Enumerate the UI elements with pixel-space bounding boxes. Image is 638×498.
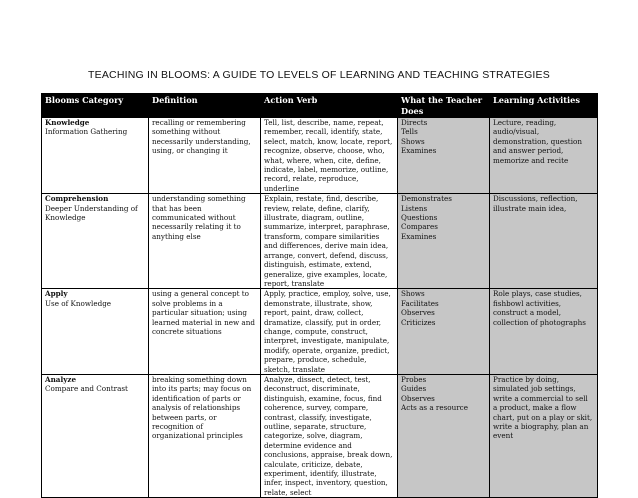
teacher-action: Facilitates [401, 298, 439, 308]
definition-cell: using a general concept to solve problems in a particular situation; using learned material in new and concrete situations [149, 289, 261, 375]
category-name: Apply [45, 289, 68, 299]
table-row [42, 374, 598, 497]
category-name: Analyze [45, 374, 77, 384]
teacher-action: Examines [401, 231, 437, 241]
learning-activities-cell: Lecture, reading, audio/visual, demonstration, question and answer period, memorize and recite [490, 118, 598, 194]
category-subtitle: Deeper Understanding of Knowledge [45, 203, 138, 223]
definition-cell: recalling or remembering something without necessarily understanding, using, or changing it [149, 118, 261, 194]
page-title: TEACHING IN BLOOMS: A GUIDE TO LEVELS OF LEARNING AND TEACHING STRATEGIES [88, 69, 550, 81]
teacher-action: Tells [401, 127, 418, 137]
teacher-does-cell [398, 289, 490, 375]
teacher-action: Observes [401, 308, 435, 318]
header-blooms-category: Blooms Category [42, 94, 149, 118]
teacher-action: Directs [401, 118, 428, 127]
category-name: Knowledge [45, 118, 90, 127]
teacher-action: Guides [401, 384, 427, 394]
teacher-action: Questions [401, 213, 438, 223]
teacher-action: Listens [401, 203, 428, 213]
action-verb-cell: Analyze, dissect, detect, test, deconstruct, discriminate, distinguish, examine, focus, find coherence, survey, compare, contrast, classify, investigate, outline, separate, structure, categorize, solve, diagram, determine evidence and conclusions, appraise, break down, calculate, criticize, debate, experiment, identify, illustrate, infer, inspect, inventory, question, relate, select [261, 374, 398, 497]
teacher-action: Shows [401, 289, 425, 299]
learning-activities-cell: Discussions, reflection, illustrate main idea, [490, 194, 598, 289]
header-definition: Definition [149, 94, 261, 118]
header-teacher-does: What the Teacher Does [398, 94, 490, 118]
category-cell [42, 194, 149, 289]
blooms-table [41, 93, 598, 498]
teacher-does-cell [398, 194, 490, 289]
table-header-row [42, 94, 598, 118]
category-subtitle: Use of Knowledge [45, 298, 112, 308]
action-verb-cell: Apply, practice, employ, solve, use, demonstrate, illustrate, show, report, paint, draw, collect, dramatize, classify, put in order, change, compute, construct, interpret, investigate, manipulate, modify, operate, organize, predict, prepare, produce, schedule, sketch, translate [261, 289, 398, 375]
category-subtitle: Information Gathering [45, 127, 128, 137]
category-subtitle: Compare and Contrast [45, 384, 128, 394]
teacher-does-cell [398, 374, 490, 497]
table-row [42, 289, 598, 375]
category-cell [42, 374, 149, 497]
category-cell [42, 289, 149, 375]
table-row [42, 118, 598, 194]
teacher-action: Observes [401, 393, 435, 403]
teacher-action: Examines [401, 146, 437, 156]
teacher-action: Probes [401, 374, 427, 384]
header-learning-activities: Learning Activities [490, 94, 598, 118]
action-verb-cell: Tell, list, describe, name, repeat, remember, recall, identify, state, select, match, know, locate, report, recognize, observe, choose, who, what, where, when, cite, define, indicate, label, memorize, outline, record, relate, reproduce, underline [261, 118, 398, 194]
teacher-action: Compares [401, 222, 438, 232]
header-action-verb: Action Verb [261, 94, 398, 118]
teacher-action: Shows [401, 136, 425, 146]
table-row [42, 194, 598, 289]
category-cell [42, 118, 149, 194]
learning-activities-cell: Practice by doing, simulated job settings, write a commercial to sell a product, make a flow chart, put on a play or skit, write a biography, plan an event [490, 374, 598, 497]
definition-cell: breaking something down into its parts; may focus on identification of parts or analysis of relationships between parts, or recognition of organizational principles [149, 374, 261, 497]
teacher-action: Criticizes [401, 317, 436, 327]
action-verb-cell: Explain, restate, find, describe, review, relate, define, clarify, illustrate, diagram, outline, summarize, interpret, paraphrase, transform, compare similarities and differences, derive main idea, arrange, convert, defend, discuss, distinguish, estimate, extend, generalize, give examples, locate, report, translate [261, 194, 398, 289]
teacher-action: Acts as a resource [401, 403, 468, 413]
learning-activities-cell: Role plays, case studies, fishbowl activities, construct a model, collection of photographs [490, 289, 598, 375]
category-name: Comprehension [45, 194, 109, 204]
teacher-does-cell [398, 118, 490, 194]
definition-cell: understanding something that has been communicated without necessarily relating it to anything else [149, 194, 261, 289]
teacher-action: Demonstrates [401, 194, 452, 204]
